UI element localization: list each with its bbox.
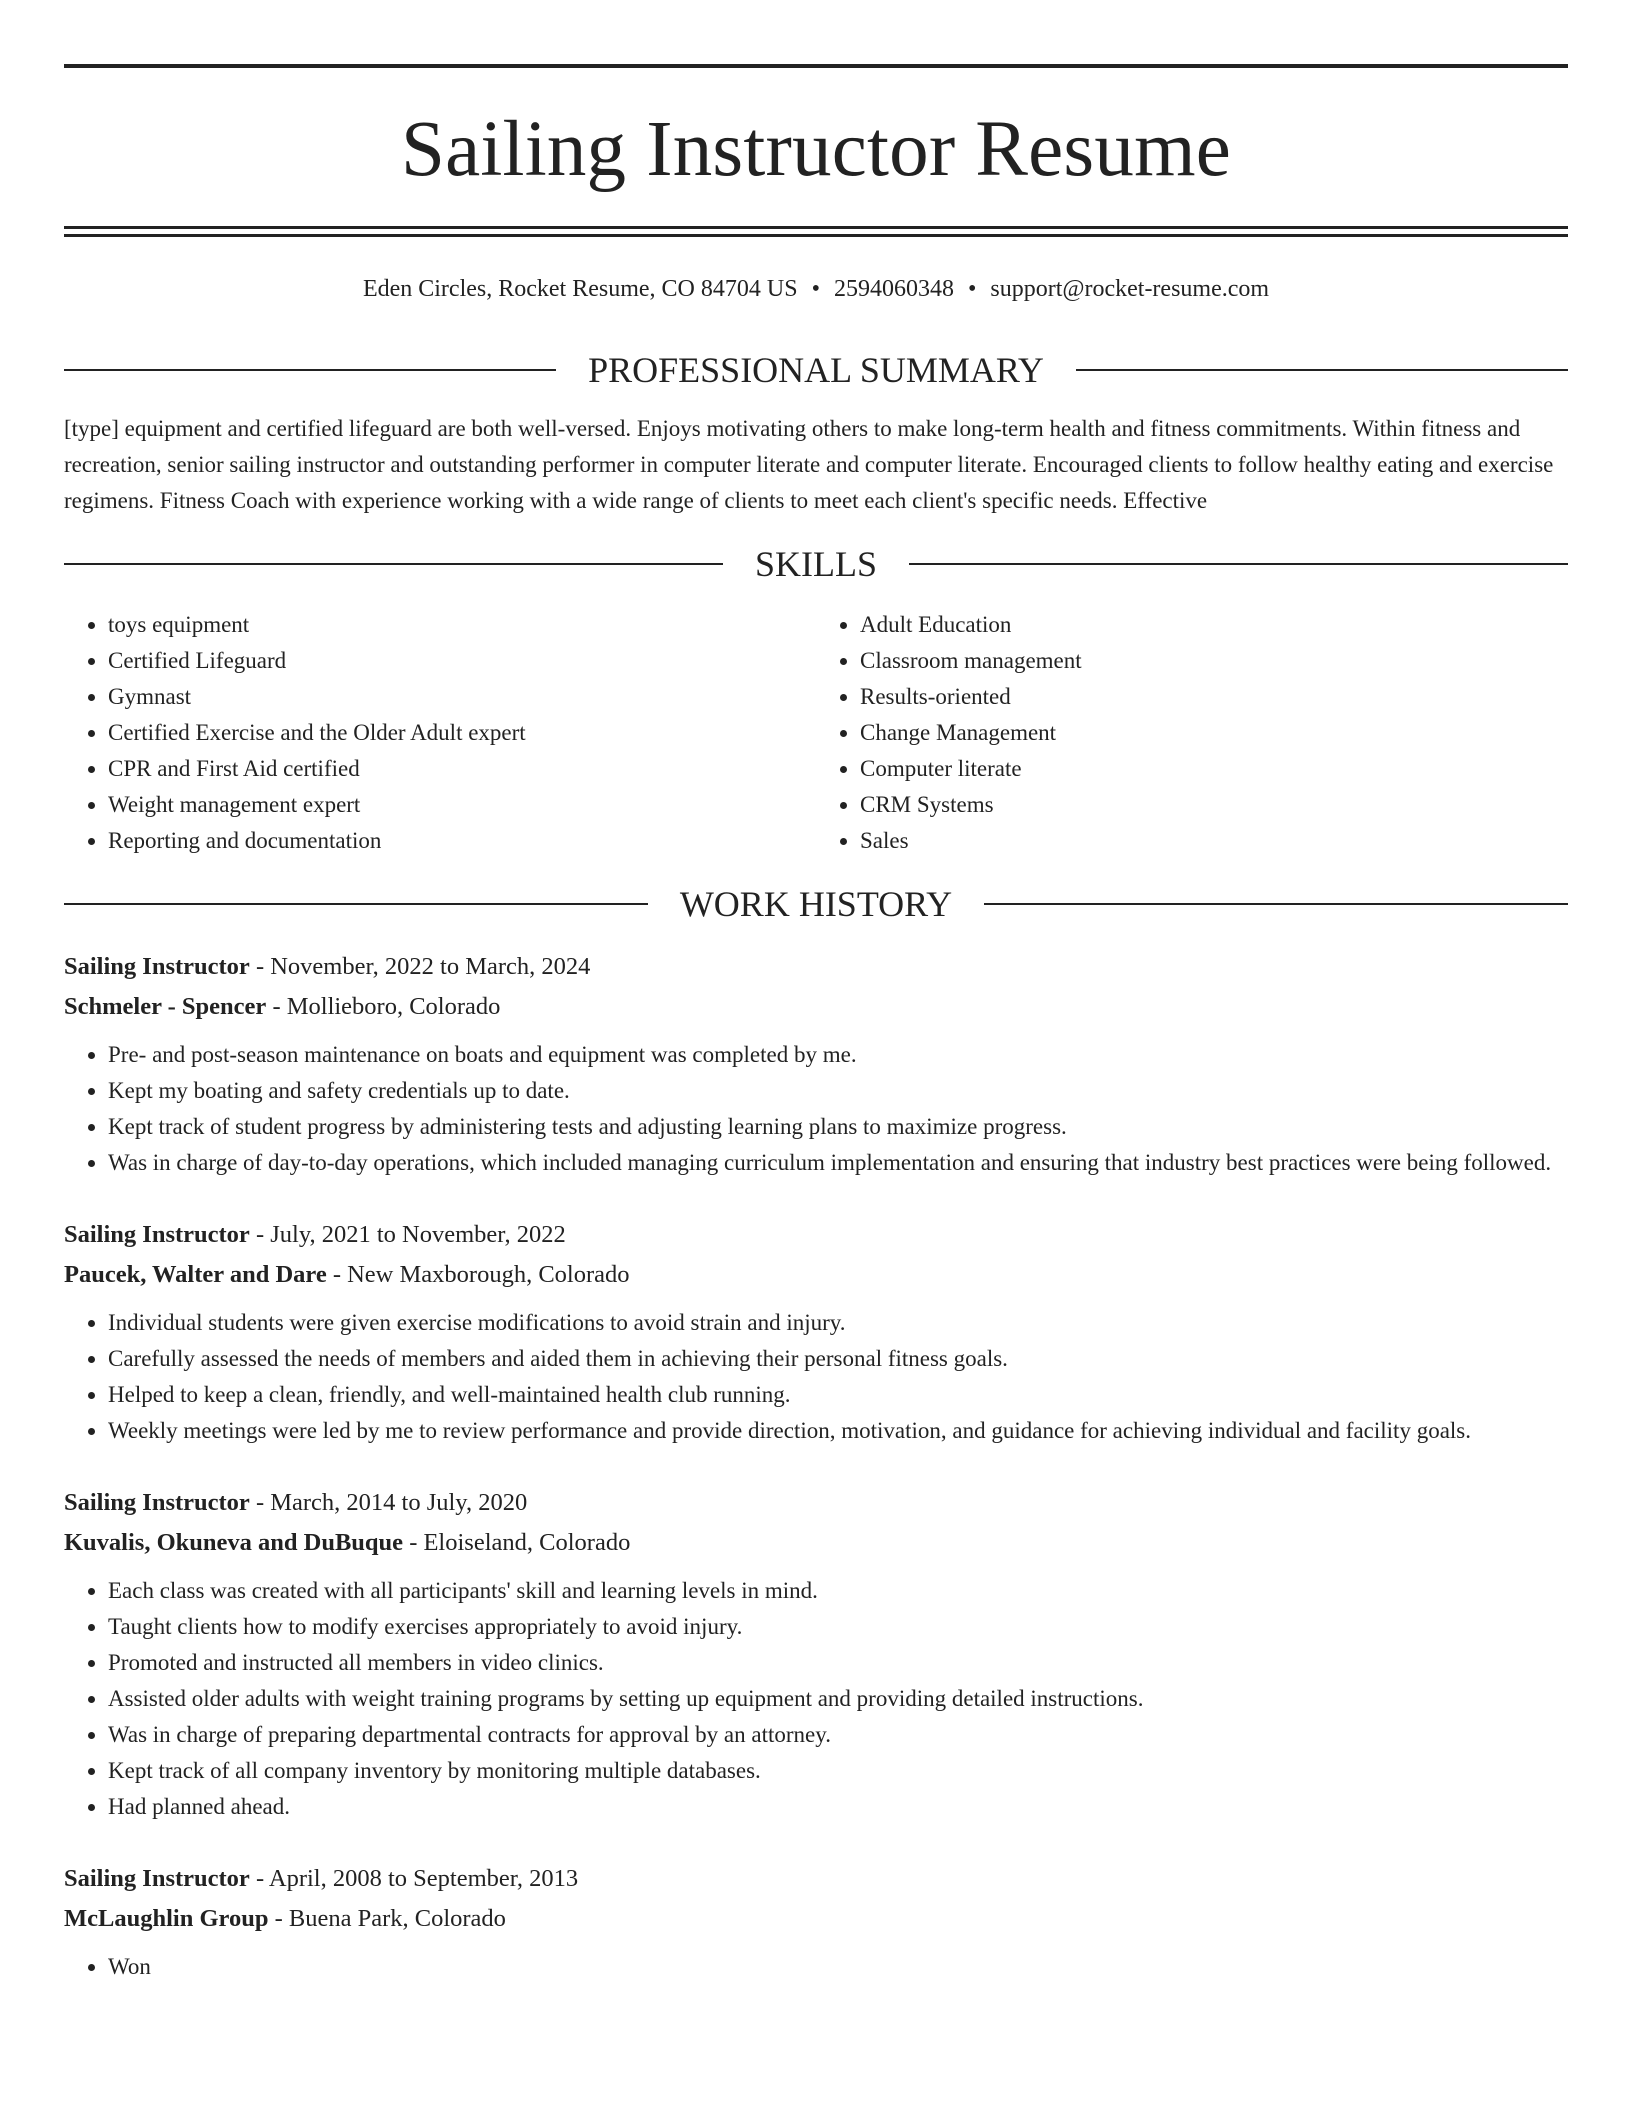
job-dates: - March, 2014 to July, 2020 bbox=[249, 1489, 528, 1516]
skill-item: • CRM Systems bbox=[860, 787, 1568, 823]
job-location: - Mollieboro, Colorado bbox=[266, 993, 501, 1020]
job-company: McLaughlin Group bbox=[64, 1905, 269, 1932]
job-bullet: • Kept track of all company inventory by monitoring multiple databases. bbox=[108, 1753, 1568, 1789]
job-bullet: • Was in charge of day-to-day operations, which included managing curriculum implementation and ensuring that industry best practices were being followed. bbox=[108, 1145, 1568, 1181]
job-title: Sailing Instructor bbox=[64, 1865, 250, 1892]
job-dates: - April, 2008 to September, 2013 bbox=[249, 1865, 579, 1892]
contact-separator: • bbox=[811, 276, 820, 302]
skill-item: • Classroom management bbox=[860, 643, 1568, 679]
job-title: Sailing Instructor bbox=[64, 1221, 250, 1248]
job-dates: - July, 2021 to November, 2022 bbox=[249, 1221, 566, 1248]
contact-line bbox=[64, 273, 1568, 305]
job-bullet: • Assisted older adults with weight training programs by setting up equipment and providing detailed instructions. bbox=[108, 1681, 1568, 1717]
job-bullet: • Individual students were given exercise modifications to avoid strain and injury. bbox=[108, 1305, 1568, 1341]
skill-item: • CPR and First Aid certified bbox=[108, 751, 816, 787]
skill-item: • Reporting and documentation bbox=[108, 823, 816, 859]
skill-item: • Change Management bbox=[860, 715, 1568, 751]
skill-item: • toys equipment bbox=[108, 607, 816, 643]
divider bbox=[1076, 369, 1568, 371]
skills-section-header bbox=[64, 543, 1568, 585]
job-bullet: • Carefully assessed the needs of members and aided them in achieving their personal fitness goals. bbox=[108, 1341, 1568, 1377]
job-bullet: • Was in charge of preparing departmental contracts for approval by an attorney. bbox=[108, 1717, 1568, 1753]
job-bullet: • Weekly meetings were led by me to review performance and provide direction, motivation, and guidance for achieving individual and facility goals. bbox=[108, 1413, 1568, 1449]
skill-item: • Sales bbox=[860, 823, 1568, 859]
contact-separator: • bbox=[967, 276, 977, 302]
skill-item: • Weight management expert bbox=[108, 787, 816, 823]
job-location: - Buena Park, Colorado bbox=[268, 1905, 506, 1932]
job-location: - Eloiseland, Colorado bbox=[403, 1529, 631, 1556]
job-bullet: • Taught clients how to modify exercises appropriately to avoid injury. bbox=[108, 1609, 1568, 1645]
skills-list-right bbox=[816, 607, 1568, 859]
summary-heading: PROFESSIONAL SUMMARY bbox=[588, 350, 1044, 390]
job-bullets bbox=[64, 1037, 1568, 1181]
skills-list-left bbox=[64, 607, 816, 859]
contact-phone: 2594060348 bbox=[833, 276, 954, 302]
job-entry bbox=[64, 947, 1568, 1181]
job-entry bbox=[64, 1215, 1568, 1449]
job-bullets bbox=[64, 1949, 1568, 1985]
job-bullet: • Kept my boating and safety credentials up to date. bbox=[108, 1073, 1568, 1109]
job-location: - New Maxborough, Colorado bbox=[326, 1261, 630, 1288]
job-company-line bbox=[64, 1523, 1568, 1563]
divider bbox=[64, 903, 648, 905]
skill-item: • Adult Education bbox=[860, 607, 1568, 643]
skill-item: • Gymnast bbox=[108, 679, 816, 715]
work-section-header bbox=[64, 883, 1568, 925]
contact-address: Eden Circles, Rocket Resume, CO 84704 US bbox=[362, 276, 798, 302]
job-company: Paucek, Walter and Dare bbox=[64, 1261, 327, 1288]
job-title: Sailing Instructor bbox=[64, 1489, 250, 1516]
divider bbox=[909, 563, 1568, 565]
job-title-line bbox=[64, 1859, 1568, 1899]
job-bullet: • Had planned ahead. bbox=[108, 1789, 1568, 1825]
job-title-line bbox=[64, 1215, 1568, 1255]
job-company-line bbox=[64, 1899, 1568, 1939]
summary-section-header bbox=[64, 349, 1568, 391]
divider bbox=[64, 563, 723, 565]
page-title: Sailing Instructor Resume bbox=[401, 106, 1231, 193]
job-title-line bbox=[64, 1483, 1568, 1523]
divider bbox=[64, 369, 556, 371]
job-bullet: • Helped to keep a clean, friendly, and well-maintained health club running. bbox=[108, 1377, 1568, 1413]
job-bullets bbox=[64, 1573, 1568, 1825]
divider bbox=[984, 903, 1568, 905]
job-bullets bbox=[64, 1305, 1568, 1449]
job-title: Sailing Instructor bbox=[64, 953, 250, 980]
job-bullet: • Won bbox=[108, 1949, 1568, 1985]
job-company: Kuvalis, Okuneva and DuBuque bbox=[64, 1529, 404, 1556]
job-bullet: • Kept track of student progress by administering tests and adjusting learning plans to maximize progress. bbox=[108, 1109, 1568, 1145]
contact-email: support@rocket-resume.com bbox=[990, 276, 1270, 302]
job-bullet: • Pre- and post-season maintenance on boats and equipment was completed by me. bbox=[108, 1037, 1568, 1073]
job-dates: - November, 2022 to March, 2024 bbox=[249, 953, 591, 980]
job-company-line bbox=[64, 1255, 1568, 1295]
skill-item: • Computer literate bbox=[860, 751, 1568, 787]
job-company-line bbox=[64, 987, 1568, 1027]
job-bullet: • Promoted and instructed all members in video clinics. bbox=[108, 1645, 1568, 1681]
skills-columns bbox=[64, 607, 1568, 859]
skill-item: • Certified Exercise and the Older Adult expert bbox=[108, 715, 816, 751]
job-entry bbox=[64, 1859, 1568, 1985]
job-entry bbox=[64, 1483, 1568, 1825]
title-double-rule bbox=[64, 226, 1568, 237]
job-bullet: • Each class was created with all participants' skill and learning levels in mind. bbox=[108, 1573, 1568, 1609]
skill-item: • Certified Lifeguard bbox=[108, 643, 816, 679]
work-heading: WORK HISTORY bbox=[679, 884, 953, 924]
skills-heading: SKILLS bbox=[755, 544, 878, 584]
skill-item: • Results-oriented bbox=[860, 679, 1568, 715]
summary-text: [type] equipment and certified lifeguard are both well-versed. Enjoys motivating others to make long-term health and fitness commitments. Within fitness and recreation, senior sailing instructor and outstanding performer in computer literate and computer literate. Encouraged clients to follow healthy eating and exercise regimens. Fitness Coach with experience working with a wide range of clients to meet each client's specific needs. Effective bbox=[64, 416, 1554, 513]
top-rule bbox=[64, 64, 1568, 68]
job-title-line bbox=[64, 947, 1568, 987]
job-company: Schmeler - Spencer bbox=[64, 993, 267, 1020]
